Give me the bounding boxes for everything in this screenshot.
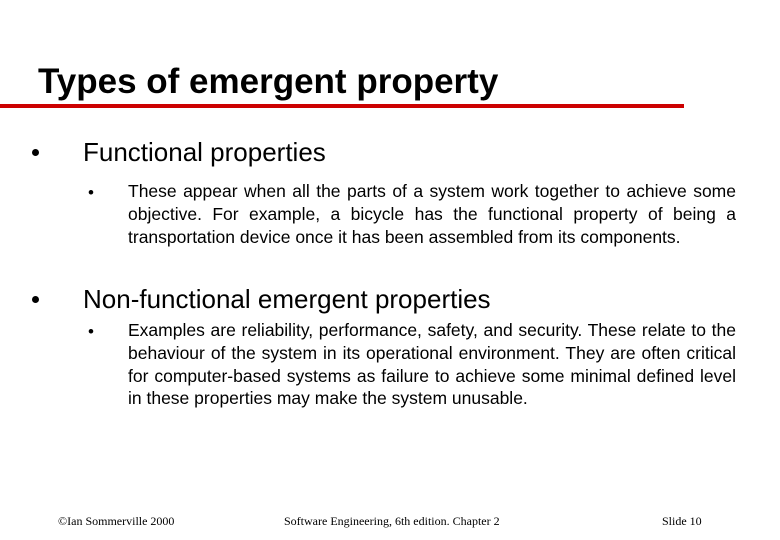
bullet-body-functional: These appear when all the parts of a system work together to achieve some objective. For example, a bicycle has the functional property of being a transportation device once it has been assembled from its components.: [128, 181, 736, 247]
title-underline: [0, 104, 684, 108]
bullet-heading-functional: Functional properties: [83, 137, 326, 167]
footer-slide-number: Slide 10: [662, 514, 702, 528]
bullet-dot-icon: [32, 296, 39, 303]
footer-book-title: Software Engineering, 6th edition. Chapter 2: [284, 514, 500, 528]
bullet-heading-non-functional: Non-functional emergent properties: [83, 284, 491, 314]
sub-bullet-marker: •: [88, 322, 94, 341]
slide-title: Types of emergent property: [38, 62, 499, 101]
sub-bullet-marker: •: [88, 183, 94, 202]
footer-copyright: ©Ian Sommerville 2000: [58, 514, 175, 528]
bullet-body-non-functional: Examples are reliability, performance, safety, and security. These relate to the behaviour of the system in its operational environment. They are often critical for computer-based systems as failure to achieve some minimal defined level in these properties may make the system unusable.: [128, 320, 736, 409]
bullet-dot-icon: [32, 149, 39, 156]
